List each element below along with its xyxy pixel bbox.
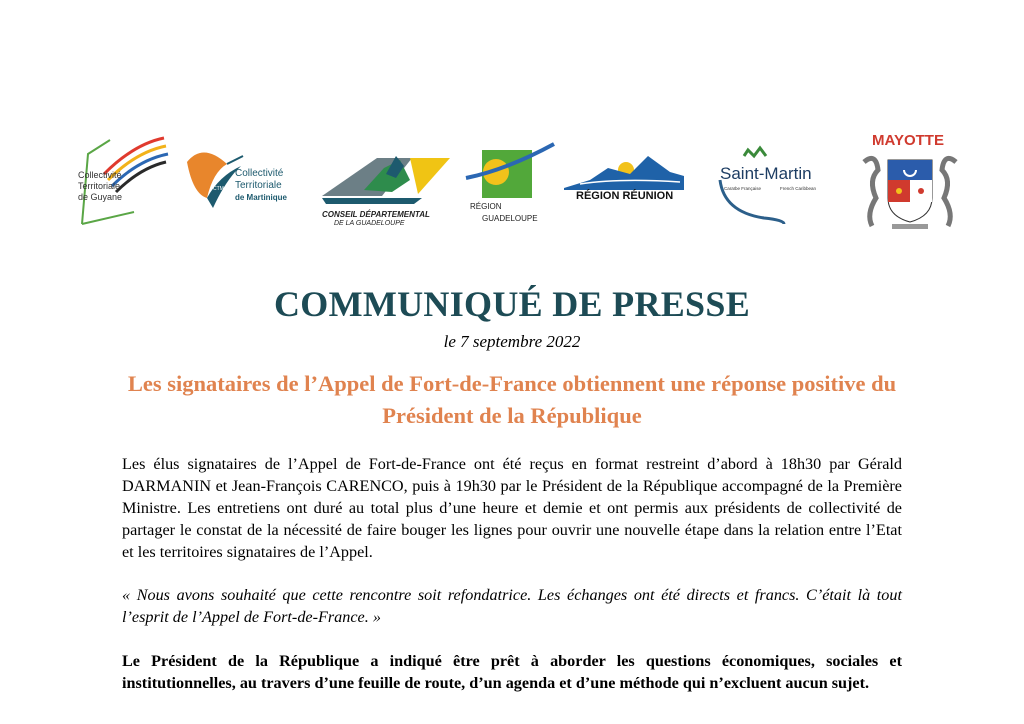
region-guadeloupe-emblem-icon (466, 142, 556, 202)
saint-martin-name: Saint-Martin (720, 164, 812, 183)
logo-banner (0, 128, 1024, 233)
logo-conseil-departemental-guadeloupe (322, 150, 452, 230)
guyane-line2: Territoriale (78, 181, 121, 191)
logo-region-reunion (560, 148, 688, 208)
guyane-line3: de Guyane (78, 192, 123, 202)
press-release-date: le 7 septembre 2022 (443, 332, 581, 351)
cd-guadeloupe-line2: DE LA GUADELOUPE (334, 220, 405, 227)
logo-mayotte (858, 132, 964, 228)
region-guadeloupe-line2: GUADELOUPE (482, 214, 538, 223)
logo-saint-martin (714, 146, 838, 228)
guyane-line1: Collectivité (78, 170, 122, 180)
martinique-line2: Territoriale (235, 180, 282, 191)
martinique-line3: de Martinique (235, 193, 288, 202)
paragraph-intro: Les élus signataires de l’Appel de Fort-de-France ont été reçus en format restreint d’abord à 18h30 par Gérald DARMANIN et Jean-François CARENCO, puis à 19h30 par le Président de la République accompagné de la Première Ministre. Les entretiens ont duré au total plus d’une heure et demie et ont permis aux présidents de collectivité de partager le constat de la nécessité de faire bouger les lignes pour ouvrir une nouvelle étape dans la relation entre l’Etat et les territoires signataires de l’Appel. (122, 455, 902, 561)
martinique-badge: CTM (213, 186, 224, 192)
cd-guadeloupe-line1: CONSEIL DÉPARTEMENTAL (322, 210, 430, 219)
mayotte-coat-of-arms-icon (858, 152, 964, 232)
saint-martin-right-sub: French Caribbean (780, 186, 817, 191)
hummingbird-icon (183, 142, 243, 214)
quote-paragraph: « Nous avons souhaité que cette rencontre soit refondatrice. Les échanges ont été directs et francs. C’était là tout l’esprit de l’Appel de Fort-de-France. » (122, 586, 902, 626)
martinique-line1: Collectivité (235, 168, 284, 179)
volcano-island-icon (322, 150, 452, 210)
logo-collectivite-martinique (183, 142, 301, 222)
headline: Les signataires de l’Appel de Fort-de-France obtiennent une réponse positive du Président de la République (127, 371, 897, 428)
page-title: COMMUNIQUÉ DE PRESSE (273, 284, 751, 324)
region-guadeloupe-line1: RÉGION (470, 202, 502, 211)
logo-region-guadeloupe (466, 142, 556, 232)
paragraph-announcement: Le Président de la République a indiqué être prêt à aborder les questions économiques, sociales et institutionnelles, au travers d’une feuille de route, d’un agenda et d’une méthode qui n’excluent aucun sujet. (122, 652, 902, 692)
region-reunion-text: RÉGION RÉUNION (576, 190, 674, 202)
logo-collectivite-guyane (74, 134, 170, 226)
mountain-wave-icon (560, 148, 688, 190)
mayotte-name: MAYOTTE (872, 132, 944, 149)
saint-martin-left-sub: Caraïbe Française (724, 186, 762, 191)
guyane-emblem-icon (74, 134, 170, 226)
